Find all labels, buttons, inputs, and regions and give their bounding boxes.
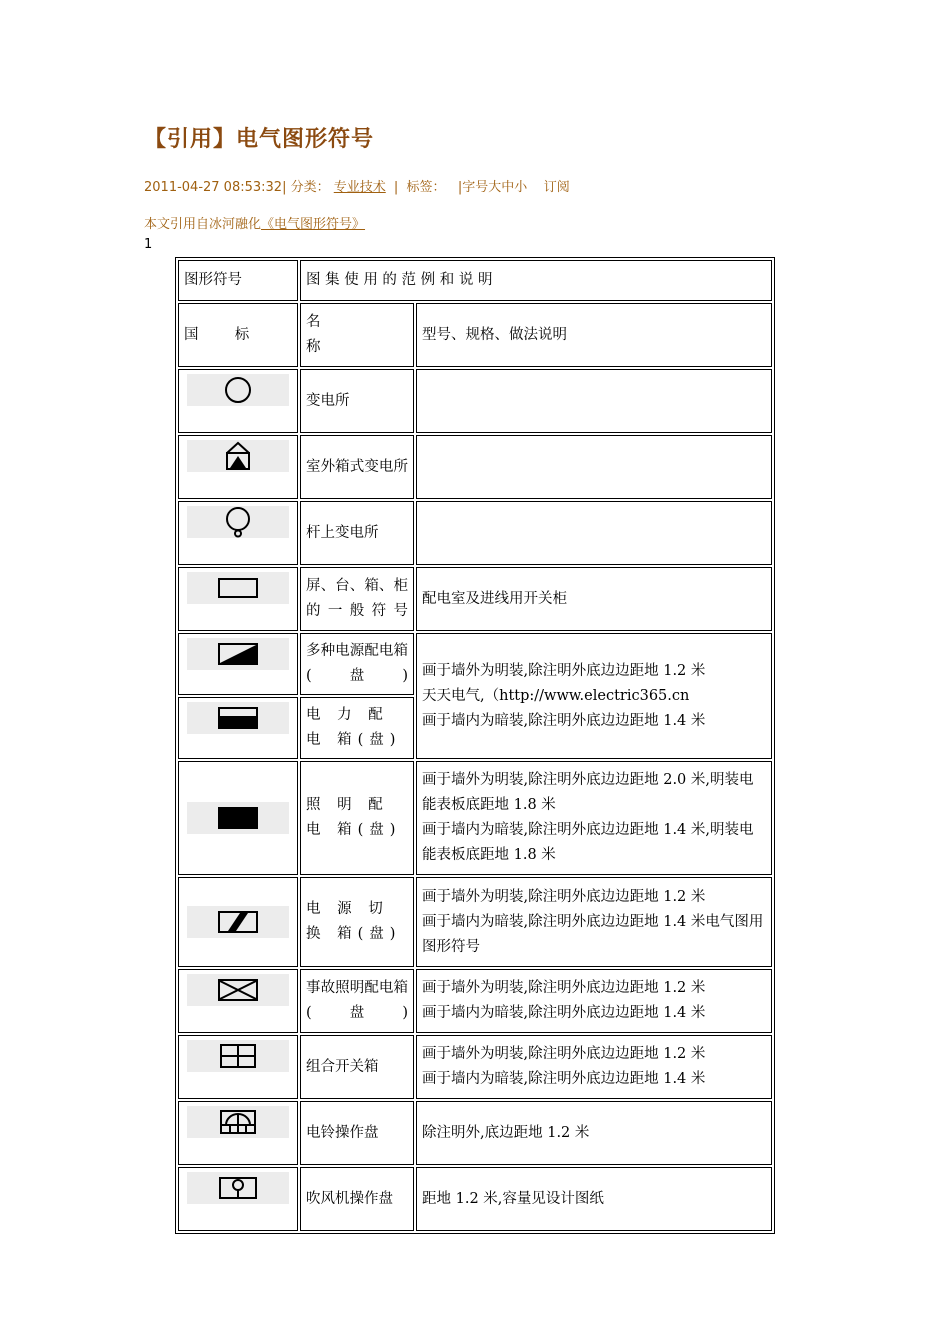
power-box-icon <box>216 702 260 734</box>
desc-cell <box>416 1035 772 1099</box>
symbol-cell <box>178 1101 298 1165</box>
icon-frame <box>187 974 289 1006</box>
reference-link[interactable]: 《电气图形符号》 <box>261 217 366 232</box>
name-cell: 屏、台、箱、柜的一般符号 <box>300 567 414 631</box>
symbol-cell <box>178 761 298 875</box>
desc-line: 画于墙外为明装,除注明外底边边距地 2.0 米,明装电能表板底距地 1.8 米 <box>422 772 754 813</box>
table-row <box>178 1101 772 1165</box>
icon-frame <box>187 440 289 472</box>
table-row <box>178 877 772 967</box>
table-row <box>178 435 772 499</box>
table-subheader-row <box>178 303 772 367</box>
name-cell: 多种电源配电箱(盘) <box>300 633 414 695</box>
desc-line: 画于墙外为明装,除注明外底边边距地 1.2 米 <box>422 662 706 679</box>
meta-separator: | <box>393 180 399 195</box>
icon-frame <box>187 638 289 670</box>
post-meta <box>144 176 570 195</box>
header-name-line1: 名 <box>306 314 321 330</box>
symbol-cell <box>178 877 298 967</box>
name-cell: 电 源 切 换 箱(盘) <box>300 877 414 967</box>
desc-line: 画于墙内为暗装,除注明外底边边距地 1.4 米 <box>422 1071 706 1087</box>
emergency-lighting-box-icon <box>216 974 260 1006</box>
name-cell: 室外箱式变电所 <box>300 435 414 499</box>
symbol-cell <box>178 969 298 1033</box>
symbol-cell <box>178 633 298 695</box>
header-examples: 图 集 使 用 的 范 例 和 说 明 <box>300 260 772 301</box>
symbol-cell <box>178 1035 298 1099</box>
table-row <box>178 369 772 433</box>
icon-frame <box>187 1106 289 1138</box>
symbol-cell <box>178 567 298 631</box>
name-cell: 杆上变电所 <box>300 501 414 565</box>
desc-line: 配电室及进线用开关柜 <box>422 590 567 607</box>
header-name <box>300 303 414 367</box>
table-header-row <box>178 260 772 301</box>
bell-panel-icon <box>216 1106 260 1138</box>
icon-frame <box>187 906 289 938</box>
font-size-options[interactable]: 大中小 <box>488 180 528 195</box>
pole-substation-icon <box>218 506 258 538</box>
symbol-cell <box>178 501 298 565</box>
desc-cell <box>416 567 772 631</box>
desc-cell <box>416 501 772 565</box>
name-cell: 变电所 <box>300 369 414 433</box>
icon-frame <box>187 572 289 604</box>
desc-line: 画于墙内为暗装,除注明外底边边距地 1.4 米,明装电能表板底距地 1.8 米 <box>422 822 754 863</box>
desc-line: 画于墙外为明装,除注明外底边边距地 1.2 米 <box>422 980 706 996</box>
table-row <box>178 633 772 695</box>
header-name-line2: 称 <box>306 339 321 355</box>
desc-cell <box>416 369 772 433</box>
post-datetime: 2011-04-27 08:53:32| <box>144 180 287 195</box>
combined-switch-box-icon <box>216 1040 260 1072</box>
name-cell: 事故照明配电箱(盘) <box>300 969 414 1033</box>
header-national-standard: 国 标 <box>178 303 298 367</box>
table-row <box>178 1167 772 1231</box>
panel-rectangle-icon <box>216 572 260 604</box>
symbol-cell <box>178 369 298 433</box>
desc-cell <box>416 969 772 1033</box>
name-cell: 电铃操作盘 <box>300 1101 414 1165</box>
icon-frame <box>187 374 289 406</box>
desc-line: 画于墙外为明装,除注明外底边边距地 1.2 米 <box>422 888 706 905</box>
table-row <box>178 1035 772 1099</box>
name-cell: 组合开关箱 <box>300 1035 414 1099</box>
symbol-cell <box>178 697 298 759</box>
table-row <box>178 567 772 631</box>
tags-label: 标签： <box>406 180 446 195</box>
font-size-label: |字号 <box>457 180 489 195</box>
icon-frame <box>187 1040 289 1072</box>
lighting-box-icon <box>216 802 260 834</box>
desc-cell: 除注明外,底边距地 1.2 米 <box>416 1101 772 1165</box>
reference-line <box>144 213 365 232</box>
icon-frame <box>187 1172 289 1204</box>
page-title: 【引用】电气图形符号 <box>144 127 375 152</box>
symbol-table <box>175 257 775 1234</box>
switchover-box-icon <box>216 906 260 938</box>
icon-frame <box>187 506 289 538</box>
icon-frame <box>187 702 289 734</box>
header-spec: 型号、规格、做法说明 <box>416 303 772 367</box>
desc-line: 画于墙内为暗装,除注明外底边边距地 1.4 米 <box>422 1005 706 1021</box>
table-row <box>178 969 772 1033</box>
desc-cell <box>416 761 772 875</box>
name-cell: 电 力 配 电 箱(盘) <box>300 697 414 759</box>
desc-cell <box>416 435 772 499</box>
table-row <box>178 761 772 875</box>
table-row <box>178 501 772 565</box>
blower-panel-icon <box>216 1172 260 1204</box>
desc-line: 画于墙内为暗装,除注明外底边边距地 1.4 米 <box>422 712 706 729</box>
icon-frame <box>187 802 289 834</box>
substation-circle-icon <box>218 374 258 406</box>
desc-line: 天天电气,（http://www.electric365.cn <box>422 687 690 704</box>
desc-cell <box>416 633 772 759</box>
multi-source-box-icon <box>216 638 260 670</box>
outdoor-box-substation-icon <box>218 440 258 472</box>
category-link[interactable]: 专业技术 <box>333 180 386 195</box>
name-cell: 吹风机操作盘 <box>300 1167 414 1231</box>
reference-prefix: 本文引用自冰河融化 <box>144 217 262 232</box>
subscribe-link[interactable]: 订阅 <box>543 180 570 195</box>
name-cell: 照 明 配 电 箱(盘) <box>300 761 414 875</box>
desc-line: 画于墙内为暗装,除注明外底边边距地 1.4 米电气图用图形符号 <box>422 913 764 955</box>
desc-cell: 距地 1.2 米,容量见设计图纸 <box>416 1167 772 1231</box>
section-number: 1 <box>144 237 153 252</box>
symbol-cell <box>178 1167 298 1231</box>
symbol-cell <box>178 435 298 499</box>
desc-cell <box>416 877 772 967</box>
header-symbol: 图形符号 <box>178 260 298 301</box>
desc-line: 画于墙外为明装,除注明外底边边距地 1.2 米 <box>422 1046 706 1062</box>
category-label: 分类： <box>290 180 330 195</box>
